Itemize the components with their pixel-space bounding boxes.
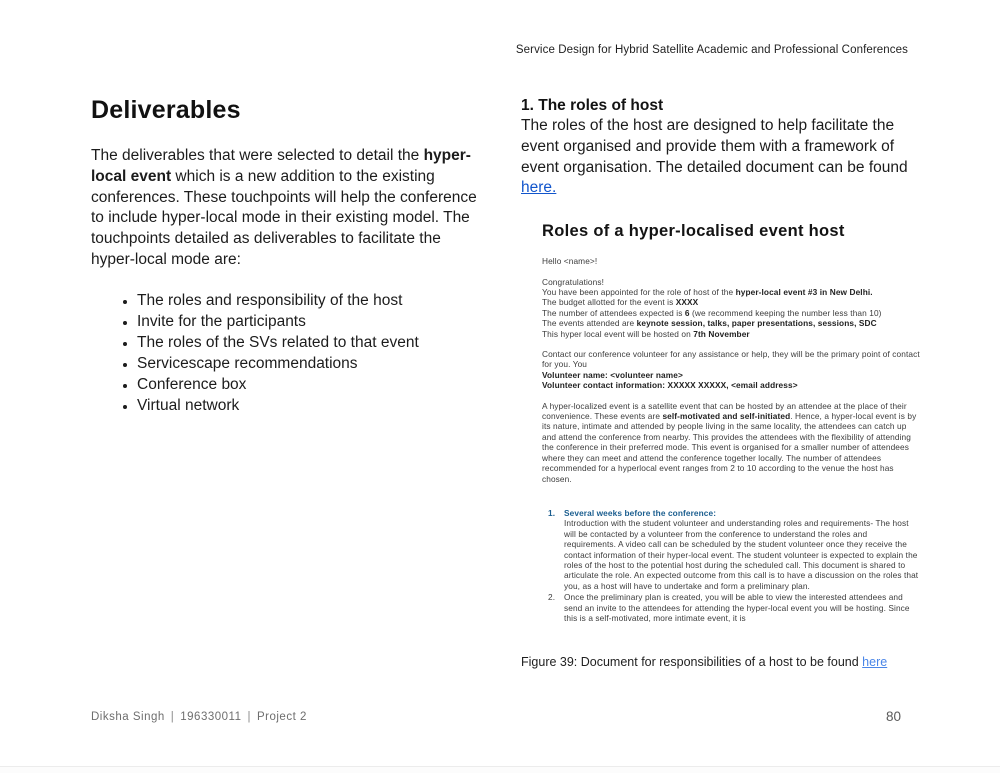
doc-text: The budget allotted for the event is bbox=[542, 297, 676, 308]
doc-text: This hyper local event will be hosted on bbox=[542, 328, 694, 339]
doc-line bbox=[542, 297, 920, 307]
footer-author-name: Diksha Singh bbox=[91, 711, 165, 723]
page-bottom-edge bbox=[0, 766, 1000, 773]
doc-list-number: 1. bbox=[548, 507, 556, 518]
left-column bbox=[91, 95, 489, 416]
paragraph-text: The roles of the host are designed to help facilitate the event organised and provide them with a framework of event organisation. The detailed document can be found bbox=[521, 117, 908, 176]
doc-list-content: Once the preliminary plan is created, you will be able to view the interested attendees and send an invite to the attendees for attending the hyper-local event you will be hosting. Since this is a self-motivated, more intimate event, it is bbox=[564, 592, 910, 623]
doc-list-heading: Several weeks before the conference: bbox=[564, 507, 717, 518]
doc-bold-text: keynote session, talks, paper presentations, sessions, SDC bbox=[636, 318, 877, 329]
doc-bold-text: Volunteer contact information: XXXXX XXXXX, <email address> bbox=[542, 380, 798, 391]
doc-list-content bbox=[564, 508, 920, 591]
doc-line bbox=[542, 308, 920, 318]
running-header: Service Design for Hybrid Satellite Academic and Professional Conferences bbox=[515, 44, 908, 56]
page-number: 80 bbox=[886, 709, 902, 724]
doc-line: Congratulations! bbox=[542, 276, 605, 287]
section-paragraph bbox=[521, 116, 921, 199]
doc-bold-text: 7th November bbox=[693, 328, 750, 339]
footer-separator: | bbox=[170, 711, 175, 723]
figure-caption bbox=[521, 654, 921, 670]
doc-congrats-block bbox=[542, 277, 920, 339]
doc-text: A hyper-localized event is a satellite event that can be hosted by an attendee at the place of their convenience. These events are bbox=[542, 400, 907, 422]
doc-list-number: 2. bbox=[548, 592, 556, 603]
footer-project-label: Project 2 bbox=[256, 711, 307, 723]
doc-text: The number of attendees expected is bbox=[542, 307, 685, 318]
caption-text: Figure 39: Document for responsibilities of a host to be found bbox=[521, 655, 863, 670]
footer-separator: | bbox=[247, 711, 251, 723]
doc-greeting: Hello <name>! bbox=[542, 256, 598, 267]
doc-line bbox=[542, 329, 920, 339]
deliverables-list bbox=[91, 290, 489, 416]
doc-list-item bbox=[548, 508, 920, 591]
footer-roll-number: 196330011 bbox=[180, 711, 242, 723]
doc-about-paragraph bbox=[542, 401, 920, 484]
doc-bold-text: XXXX bbox=[675, 297, 699, 308]
doc-line: Contact our conference volunteer for any assistance or help, they will be the primary point of contact for you. You bbox=[542, 349, 920, 370]
list-item: • Invite for the participants bbox=[137, 311, 489, 332]
doc-text: Introduction with the student volunteer and understanding roles and requirements- The host will be contacted by a volunteer from the conference to understand the roles and requirements. A video call can be scheduled by the student volunteer once they receive the contact information of their hyper-local event. The student volunteer is expected to explain the roles of the host to the potential host during the scheduled call. This document is shared to articulate the role. An expected outcome from this call is to have a discussion on the roles that you, as a host will have to undertake and form a preliminary plan. bbox=[564, 518, 919, 591]
doc-text: The events attended are bbox=[542, 318, 637, 329]
list-item: • Servicescape recommendations bbox=[137, 353, 489, 374]
right-column bbox=[521, 95, 921, 670]
embedded-doc-title: Roles of a hyper-localised event host bbox=[542, 222, 845, 241]
doc-line bbox=[542, 287, 920, 297]
doc-bold-text: hyper-local event #3 in New Delhi. bbox=[735, 287, 873, 297]
paragraph-text: which is a new addition to the existing conferences. These touchpoints will help the conference to include hyper-local mode in their existing model. The touchpoints detailed as deliverables to facilitate the hyper-local mode are: bbox=[91, 167, 477, 268]
page-title: Deliverables bbox=[91, 96, 241, 124]
document-hyperlink[interactable]: here. bbox=[521, 179, 557, 197]
doc-bold-text: Volunteer name: <volunteer name> bbox=[542, 369, 683, 380]
section-heading: 1. The roles of host bbox=[521, 97, 664, 114]
doc-line bbox=[542, 318, 920, 328]
doc-contact-block bbox=[542, 349, 920, 391]
paragraph-text: The deliverables that were selected to detail the bbox=[91, 147, 424, 164]
doc-list-item bbox=[548, 592, 920, 623]
doc-text: . Hence, a hyper-local event is by its nature, intimate and attended by people living in the same locality, the attendees can catch up and attend the conference from nearby. This provides the attendees with the flexibility of attending the conference in their preferred mode. This event is organised for a smaller number of attendees where they can meet and attend the conference together locally. The number of attendees recommended for a hyperlocal event ranges from 2 to 10 according to the venue the host has chosen. bbox=[542, 411, 917, 484]
embedded-host-document bbox=[542, 221, 920, 623]
doc-numbered-list bbox=[542, 508, 920, 623]
list-item: • The roles of the SVs related to that event bbox=[137, 332, 489, 353]
list-item: • Virtual network bbox=[137, 395, 489, 416]
list-item: • Conference box bbox=[137, 374, 489, 395]
doc-bold-text: self-motivated and self-initiated bbox=[662, 411, 791, 422]
doc-bold-text: 6 bbox=[684, 307, 690, 318]
footer-author-info bbox=[91, 711, 307, 723]
paragraph-bold-text: hyper-local event bbox=[91, 147, 471, 185]
list-item: • The roles and responsibility of the host bbox=[137, 290, 489, 311]
doc-text: (we recommend keeping the number less than 10) bbox=[689, 307, 882, 318]
caption-hyperlink[interactable]: here bbox=[862, 655, 888, 670]
doc-text: You have been appointed for the role of host of the bbox=[542, 287, 736, 297]
doc-line bbox=[542, 370, 920, 380]
deliverables-paragraph bbox=[91, 146, 489, 271]
doc-line bbox=[542, 380, 920, 390]
